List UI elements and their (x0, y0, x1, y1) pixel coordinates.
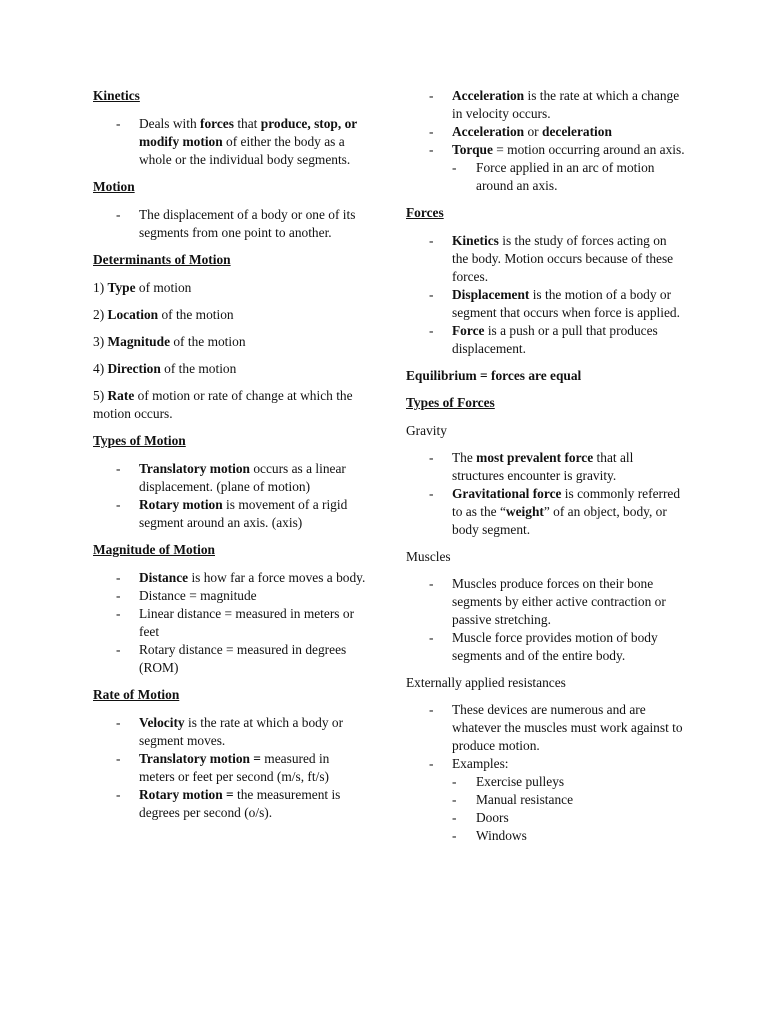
text-run: is commonly referred to as the “ (452, 486, 681, 519)
text-run: measured in meters or feet per second (m/s, ft/s) (139, 751, 330, 784)
determinant-item (93, 306, 368, 324)
text-run: of either the body as a whole or the individual body segments. (139, 134, 351, 167)
bold-text: Type (107, 280, 136, 295)
types-of-motion-list (93, 460, 368, 532)
text-run: = motion occurring around an axis. (492, 142, 685, 157)
bold-text: Kinetics (452, 233, 499, 248)
text-run: is the motion of a body or segment that occurs when force is applied. (452, 287, 680, 320)
bold-text: Velocity (139, 715, 185, 730)
text-run: of the motion (158, 307, 234, 322)
example-item: - Doors (429, 809, 686, 827)
example-item: - Manual resistance (429, 791, 686, 809)
list-item (406, 141, 686, 159)
muscles-list (406, 575, 686, 665)
example-item: - Exercise pulleys (429, 773, 686, 791)
determinant-item (93, 279, 368, 297)
list-item (93, 641, 368, 677)
bold-text: deceleration (542, 124, 612, 139)
heading-motion: Motion (93, 179, 135, 194)
list-item (93, 569, 368, 587)
text-run: of motion (135, 280, 192, 295)
bold-text: produce, stop, or modify motion (139, 116, 357, 149)
list-item (406, 485, 686, 539)
text-run: Distance = magnitude (139, 588, 257, 603)
kinetics-list (93, 115, 368, 169)
heading-types-of-forces: Types of Forces (406, 395, 495, 410)
text-run: Linear distance = measured in meters or feet (139, 606, 355, 639)
text-run: the measurement is degrees per second (o/s). (139, 787, 341, 820)
text-run: of the motion (170, 334, 246, 349)
bold-text: Location (107, 307, 159, 322)
bold-text: Torque (452, 142, 493, 157)
right-column (406, 87, 686, 845)
text-run: Rotary distance = measured in degrees (ROM) (139, 642, 347, 675)
magnitude-list (93, 569, 368, 677)
text-run: of the motion (160, 361, 237, 376)
bold-text: Displacement (452, 287, 530, 302)
list-item (406, 449, 686, 485)
text-run: Deals with (139, 116, 200, 131)
list-item (93, 786, 368, 822)
text-run: ” of an object, body, or body segment. (452, 504, 667, 537)
bold-text: weight (505, 504, 544, 519)
text-run: is movement of a rigid segment around an axis. (axis) (139, 497, 348, 530)
forces-list (406, 232, 686, 358)
text-run: The displacement of a body or one of its segments from one point to another. (139, 207, 356, 240)
text-run: Force applied in an arc of motion around an axis. (476, 160, 655, 193)
heading-determinants-of-motion: Determinants of Motion (93, 252, 231, 267)
text-run: Muscle force provides motion of body segments and of the entire body. (452, 630, 658, 663)
bold-text: Acceleration (452, 124, 525, 139)
determinant-item (93, 360, 368, 378)
list-item (93, 587, 368, 605)
bold-text: Direction (107, 361, 161, 376)
list-item (406, 701, 686, 755)
subhead-muscles: Muscles (406, 549, 451, 564)
acceleration-list (406, 87, 686, 159)
text-run: The (452, 450, 477, 465)
heading-forces: Forces (406, 205, 444, 220)
text-run: that (233, 116, 261, 131)
list-item (93, 605, 368, 641)
bold-text: forces (200, 116, 234, 131)
list-item (406, 629, 686, 665)
list-item (406, 123, 686, 141)
examples-list (429, 773, 686, 845)
bold-text: Force (452, 323, 485, 338)
text-run: 4) (93, 361, 108, 376)
text-run: is how far a force moves a body. (188, 570, 366, 585)
list-item (429, 159, 686, 195)
bold-text: most prevalent force (476, 450, 594, 465)
text-run: 5) (93, 388, 108, 403)
bold-text: Rotary motion (139, 497, 223, 512)
bold-text: Translatory motion = (139, 751, 261, 766)
left-column (93, 87, 368, 831)
gravity-list (406, 449, 686, 539)
text-run: Muscles produce forces on their bone segments by either active contraction or passive stretching. (452, 576, 666, 627)
list-item (93, 714, 368, 750)
text-run: of motion or rate of change at which the motion occurs. (93, 388, 353, 421)
heading-types-of-motion: Types of Motion (93, 433, 186, 448)
text-run: 3) (93, 334, 108, 349)
list-item (93, 750, 368, 786)
text-run: that all structures encounter is gravity. (452, 450, 634, 483)
equilibrium-statement: Equilibrium = forces are equal (406, 368, 582, 383)
text-run: Examples: (452, 756, 509, 771)
bold-text: Rotary motion = (139, 787, 234, 802)
text-run: These devices are numerous and are whatever the muscles must work against to produce motion. (452, 702, 683, 753)
bold-text: Acceleration (452, 88, 525, 103)
bold-text: Translatory motion (139, 461, 250, 476)
bold-text: Magnitude (107, 334, 171, 349)
heading-magnitude-of-motion: Magnitude of Motion (93, 542, 215, 557)
rate-list (93, 714, 368, 822)
heading-kinetics: Kinetics (93, 88, 140, 103)
bold-text: Rate (107, 388, 135, 403)
list-item (406, 87, 686, 123)
torque-sub-list (429, 159, 686, 195)
text-run: is a push or a pull that produces displacement. (452, 323, 658, 356)
subhead-gravity: Gravity (406, 423, 447, 438)
list-item (406, 575, 686, 629)
bold-text: Distance (139, 570, 189, 585)
determinant-item (93, 387, 368, 423)
text-run: is the rate at which a body or segment moves. (139, 715, 344, 748)
external-resistances-list (406, 701, 686, 773)
list-item (406, 286, 686, 322)
list-item (93, 460, 368, 496)
list-item (406, 755, 686, 773)
determinants-paragraphs (93, 279, 368, 423)
text-run: 2) (93, 307, 108, 322)
text-run: or (524, 124, 542, 139)
text-run: is the rate at which a change in velocity occurs. (452, 88, 680, 121)
text-run: 1) (93, 280, 108, 295)
heading-rate-of-motion: Rate of Motion (93, 687, 180, 702)
motion-list (93, 206, 368, 242)
example-item: - Windows (429, 827, 686, 845)
list-item (93, 496, 368, 532)
list-item (406, 322, 686, 358)
text-run: occurs as a linear displacement. (plane of motion) (139, 461, 346, 494)
determinant-item (93, 333, 368, 351)
text-run: is the study of forces acting on the body. Motion occurs because of these forces. (452, 233, 674, 284)
bold-text: Gravitational force (452, 486, 562, 501)
list-item (93, 206, 368, 242)
subhead-external-resistances: Externally applied resistances (406, 675, 566, 690)
list-item (406, 232, 686, 286)
list-item (93, 115, 368, 169)
